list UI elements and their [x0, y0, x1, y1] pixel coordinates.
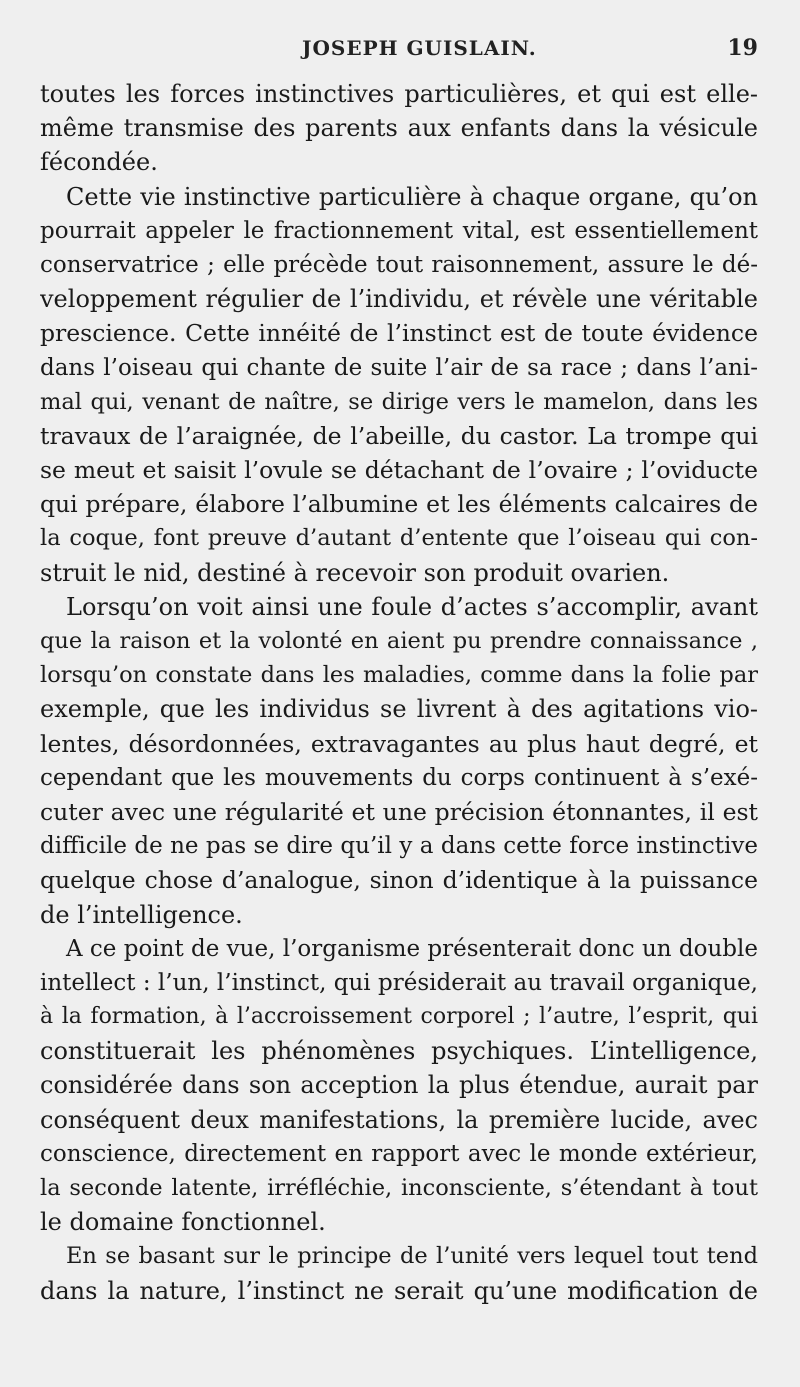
- text-line: conservatrice ; elle précède tout raisonnement, assure le dé-: [40, 251, 758, 278]
- page-number: 19: [727, 35, 758, 61]
- text-line: mal qui, venant de naître, se dirige vers le mamelon, dans les: [40, 388, 758, 415]
- text-line: difficile de ne pas se dire qu’il y a dans cette force instinctive: [40, 833, 758, 860]
- text-line: de l’intelligence.: [40, 900, 243, 929]
- text-line: toutes les forces instinctives particulières, et qui est elle-: [40, 80, 758, 108]
- text-line: cuter avec une régularité et une précision étonnantes, il est: [40, 797, 758, 826]
- text-line: constituerait les phénomènes psychiques. L’intelligence,: [40, 1037, 758, 1066]
- text-line: la seconde latente, irréfléchie, inconsciente, s’étendant à tout: [40, 1175, 758, 1201]
- text-line: qui prépare, élabore l’albumine et les éléments calcaires de: [40, 490, 758, 519]
- body-text: [40, 77, 758, 1308]
- text-line: Lorsqu’on voit ainsi une foule d’actes s’accomplir, avant: [66, 592, 758, 621]
- text-line: la coque, font preuve d’autant d’entente que l’oiseau qui con-: [40, 525, 758, 552]
- running-head: [0, 0, 800, 70]
- text-line: dans l’oiseau qui chante de suite l’air de sa race ; dans l’ani-: [40, 354, 758, 381]
- text-line: exemple, que les individus se livrent à des agitations vio-: [40, 695, 758, 724]
- text-line: A ce point de vue, l’organisme présenterait donc un double: [66, 935, 758, 962]
- text-line: prescience. Cette innéité de l’instinct est de toute évidence: [40, 319, 758, 348]
- text-line: cependant que les mouvements du corps continuent à s’exé-: [40, 764, 758, 791]
- running-head-title: JOSEPH GUISLAIN.: [302, 36, 537, 60]
- text-line: lorsqu’on constate dans les maladies, comme dans la folie par: [40, 662, 758, 689]
- text-line: travaux de l’araignée, de l’abeille, du castor. La trompe qui: [40, 421, 758, 450]
- text-line: quelque chose d’analogue, sinon d’identique à la puissance: [40, 866, 758, 895]
- text-line: conséquent deux manifestations, la première lucide, avec: [40, 1105, 758, 1134]
- text-line: fécondée.: [40, 148, 158, 177]
- text-line: considérée dans son acception la plus étendue, aurait par: [40, 1071, 758, 1100]
- text-line: lentes, désordonnées, extravagantes au plus haut degré, et: [40, 729, 758, 758]
- text-line: le domaine fonctionnel.: [40, 1208, 326, 1237]
- text-line: struit le nid, destiné à recevoir son produit ovarien.: [40, 558, 670, 587]
- text-line: se meut et saisit l’ovule se détachant de l’ovaire ; l’oviducte: [40, 456, 758, 485]
- text-line: intellect : l’un, l’instinct, qui présiderait au travail organique,: [40, 969, 758, 996]
- text-line: pourrait appeler le fractionnement vital, est essentiellement: [40, 217, 758, 244]
- text-line: Cette vie instinctive particulière à chaque organe, qu’on: [66, 182, 758, 211]
- text-line: En se basant sur le principe de l’unité vers lequel tout tend: [66, 1243, 758, 1270]
- text-line: dans la nature, l’instinct ne serait qu’une modification de: [40, 1276, 758, 1305]
- text-line: à la formation, à l’accroissement corporel ; l’autre, l’esprit, qui: [40, 1004, 758, 1030]
- text-line: veloppement régulier de l’individu, et révèle une véritable: [40, 285, 758, 314]
- text-line: même transmise des parents aux enfants dans la vésicule: [40, 114, 758, 143]
- text-line: que la raison et la volonté en aient pu prendre connaissance ,: [40, 628, 758, 654]
- text-line: conscience, directement en rapport avec le monde extérieur,: [40, 1140, 758, 1167]
